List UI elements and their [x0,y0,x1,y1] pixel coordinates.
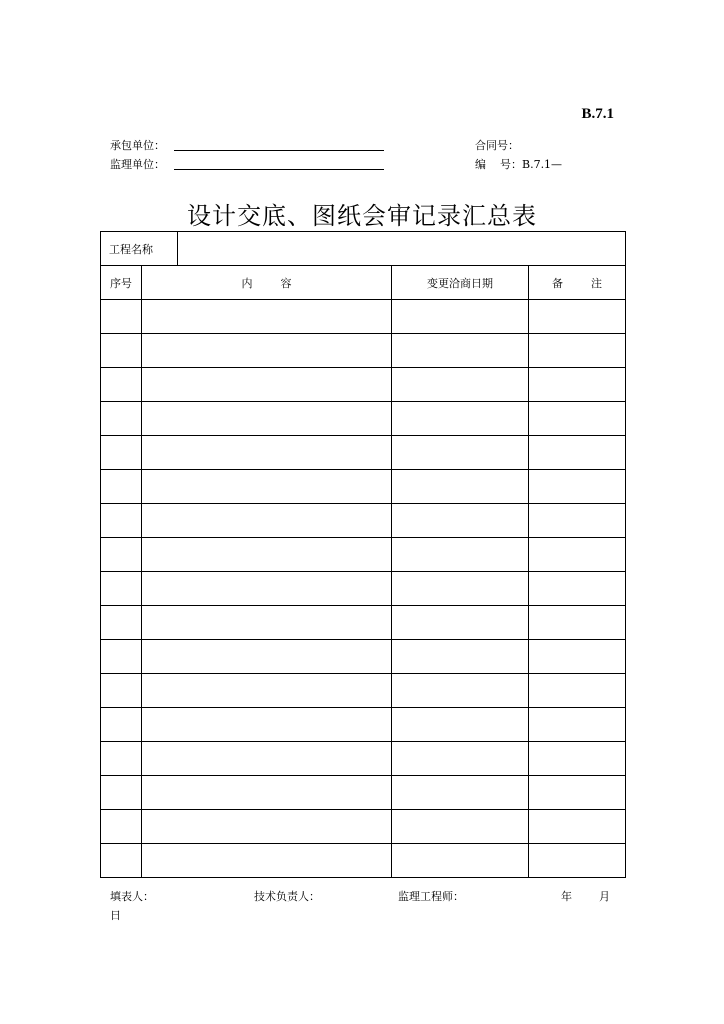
index-cell[interactable] [101,470,142,504]
content-cell[interactable] [142,810,392,844]
serial-number-label: 编 号：B.7.1— [475,158,563,171]
content-cell[interactable] [142,334,392,368]
column-header-change-date: 变更洽商日期 [392,266,529,300]
index-cell[interactable] [101,504,142,538]
change-date-cell[interactable] [392,640,529,674]
content-cell[interactable] [142,844,392,878]
table-body [101,300,626,878]
index-cell[interactable] [101,402,142,436]
content-cell[interactable] [142,640,392,674]
change-date-cell[interactable] [392,436,529,470]
table-row [101,708,626,742]
table-row [101,300,626,334]
project-name-label: 工程名称 [101,232,178,266]
content-cell[interactable] [142,742,392,776]
change-date-cell[interactable] [392,504,529,538]
contractor-underline[interactable] [174,150,384,151]
column-header-remarks: 备 注 [529,266,626,300]
change-date-cell[interactable] [392,470,529,504]
content-cell[interactable] [142,606,392,640]
remarks-cell[interactable] [529,742,626,776]
index-cell[interactable] [101,538,142,572]
index-cell[interactable] [101,674,142,708]
change-date-cell[interactable] [392,810,529,844]
remarks-cell[interactable] [529,402,626,436]
index-cell[interactable] [101,742,142,776]
content-cell[interactable] [142,776,392,810]
table-row [101,742,626,776]
index-cell[interactable] [101,606,142,640]
table-row [101,504,626,538]
remarks-cell[interactable] [529,776,626,810]
remarks-cell[interactable] [529,810,626,844]
document-code: B.7.1 [581,106,614,122]
table-row [101,470,626,504]
index-cell[interactable] [101,810,142,844]
index-cell[interactable] [101,776,142,810]
change-date-cell[interactable] [392,708,529,742]
remarks-cell[interactable] [529,640,626,674]
change-date-cell[interactable] [392,402,529,436]
month-label: 月 [599,890,610,903]
remarks-cell[interactable] [529,572,626,606]
content-cell[interactable] [142,300,392,334]
change-date-cell[interactable] [392,844,529,878]
index-cell[interactable] [101,334,142,368]
table-row [101,674,626,708]
table-row [101,402,626,436]
table-row [101,606,626,640]
engineer-label: 监理工程师： [398,890,464,903]
column-header-index: 序号 [101,266,142,300]
content-cell[interactable] [142,368,392,402]
table-row [101,776,626,810]
content-cell[interactable] [142,436,392,470]
index-cell[interactable] [101,300,142,334]
table-header-row [101,266,626,300]
index-cell[interactable] [101,640,142,674]
change-date-cell[interactable] [392,742,529,776]
table-row [101,368,626,402]
remarks-cell[interactable] [529,334,626,368]
table-row [101,640,626,674]
change-date-cell[interactable] [392,572,529,606]
remarks-cell[interactable] [529,470,626,504]
remarks-cell[interactable] [529,674,626,708]
change-date-cell[interactable] [392,300,529,334]
remarks-cell[interactable] [529,504,626,538]
content-cell[interactable] [142,572,392,606]
remarks-cell[interactable] [529,436,626,470]
content-cell[interactable] [142,708,392,742]
remarks-cell[interactable] [529,538,626,572]
tech-lead-label: 技术负责人： [254,890,320,903]
change-date-cell[interactable] [392,776,529,810]
supervisor-label: 监理单位： [110,158,165,171]
table-row [101,844,626,878]
table-row [101,334,626,368]
day-label: 日 [110,909,121,922]
index-cell[interactable] [101,844,142,878]
table-row [101,436,626,470]
contractor-label: 承包单位： [110,139,165,152]
supervisor-underline[interactable] [174,169,384,170]
index-cell[interactable] [101,572,142,606]
project-name-field[interactable] [178,232,626,266]
content-cell[interactable] [142,504,392,538]
remarks-cell[interactable] [529,844,626,878]
change-date-cell[interactable] [392,606,529,640]
table-row [101,538,626,572]
content-cell[interactable] [142,402,392,436]
change-date-cell[interactable] [392,674,529,708]
remarks-cell[interactable] [529,606,626,640]
year-label: 年 [561,890,572,903]
table-row [101,810,626,844]
change-date-cell[interactable] [392,368,529,402]
remarks-cell[interactable] [529,300,626,334]
filler-label: 填表人： [110,890,154,903]
change-date-cell[interactable] [392,334,529,368]
content-cell[interactable] [142,674,392,708]
summary-table [100,231,626,878]
column-header-content: 内 容 [142,266,392,300]
change-date-cell[interactable] [392,538,529,572]
contract-no-label: 合同号： [475,139,519,152]
page-title: 设计交底、图纸会审记录汇总表 [187,202,537,230]
remarks-cell[interactable] [529,708,626,742]
index-cell[interactable] [101,708,142,742]
table-row [101,572,626,606]
content-cell[interactable] [142,470,392,504]
index-cell[interactable] [101,436,142,470]
content-cell[interactable] [142,538,392,572]
index-cell[interactable] [101,368,142,402]
remarks-cell[interactable] [529,368,626,402]
project-name-row [101,232,626,266]
